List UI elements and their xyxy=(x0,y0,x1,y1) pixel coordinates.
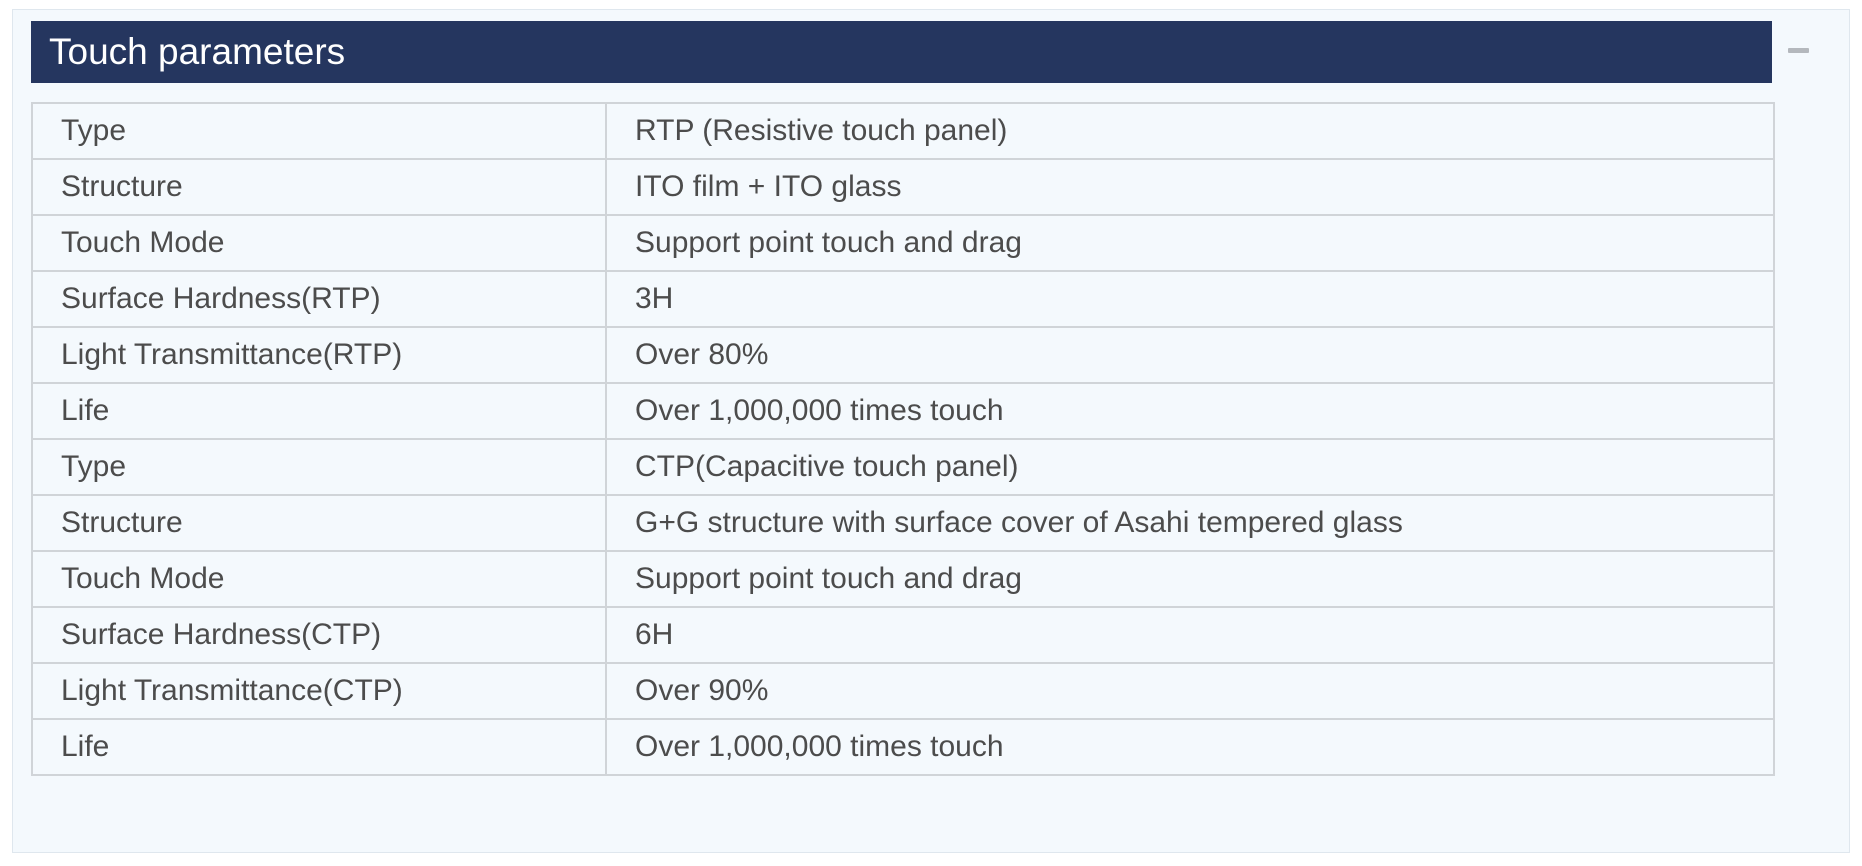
parameter-value: Support point touch and drag xyxy=(606,551,1774,607)
table-row xyxy=(32,383,1774,439)
table-row xyxy=(32,271,1774,327)
parameter-value: Over 1,000,000 times touch xyxy=(606,719,1774,775)
parameter-label: Type xyxy=(32,103,606,159)
parameter-value: ITO film + ITO glass xyxy=(606,159,1774,215)
minus-icon xyxy=(1788,48,1809,53)
parameter-label: Structure xyxy=(32,159,606,215)
parameter-value: RTP (Resistive touch panel) xyxy=(606,103,1774,159)
parameter-value: Over 80% xyxy=(606,327,1774,383)
parameter-label: Structure xyxy=(32,495,606,551)
section-header[interactable] xyxy=(31,21,1772,83)
table-row xyxy=(32,103,1774,159)
parameter-value: 3H xyxy=(606,271,1774,327)
parameter-label: Light Transmittance(CTP) xyxy=(32,663,606,719)
table-row xyxy=(32,719,1774,775)
parameter-value: CTP(Capacitive touch panel) xyxy=(606,439,1774,495)
table-row xyxy=(32,327,1774,383)
parameter-label: Surface Hardness(CTP) xyxy=(32,607,606,663)
section-title: Touch parameters xyxy=(49,31,346,72)
table-row xyxy=(32,215,1774,271)
parameter-label: Touch Mode xyxy=(32,551,606,607)
collapse-toggle-button[interactable] xyxy=(1784,40,1812,62)
table-row xyxy=(32,439,1774,495)
parameter-value: Over 1,000,000 times touch xyxy=(606,383,1774,439)
touch-parameters-table xyxy=(31,102,1775,776)
table-row xyxy=(32,551,1774,607)
parameter-label: Life xyxy=(32,719,606,775)
parameter-value: Support point touch and drag xyxy=(606,215,1774,271)
table-row xyxy=(32,607,1774,663)
parameter-label: Type xyxy=(32,439,606,495)
parameter-value: Over 90% xyxy=(606,663,1774,719)
table-row xyxy=(32,159,1774,215)
parameter-label: Touch Mode xyxy=(32,215,606,271)
parameter-label: Surface Hardness(RTP) xyxy=(32,271,606,327)
table-row xyxy=(32,495,1774,551)
table-row xyxy=(32,663,1774,719)
parameter-value: 6H xyxy=(606,607,1774,663)
parameter-label: Life xyxy=(32,383,606,439)
parameter-value: G+G structure with surface cover of Asahi tempered glass xyxy=(606,495,1774,551)
parameter-label: Light Transmittance(RTP) xyxy=(32,327,606,383)
